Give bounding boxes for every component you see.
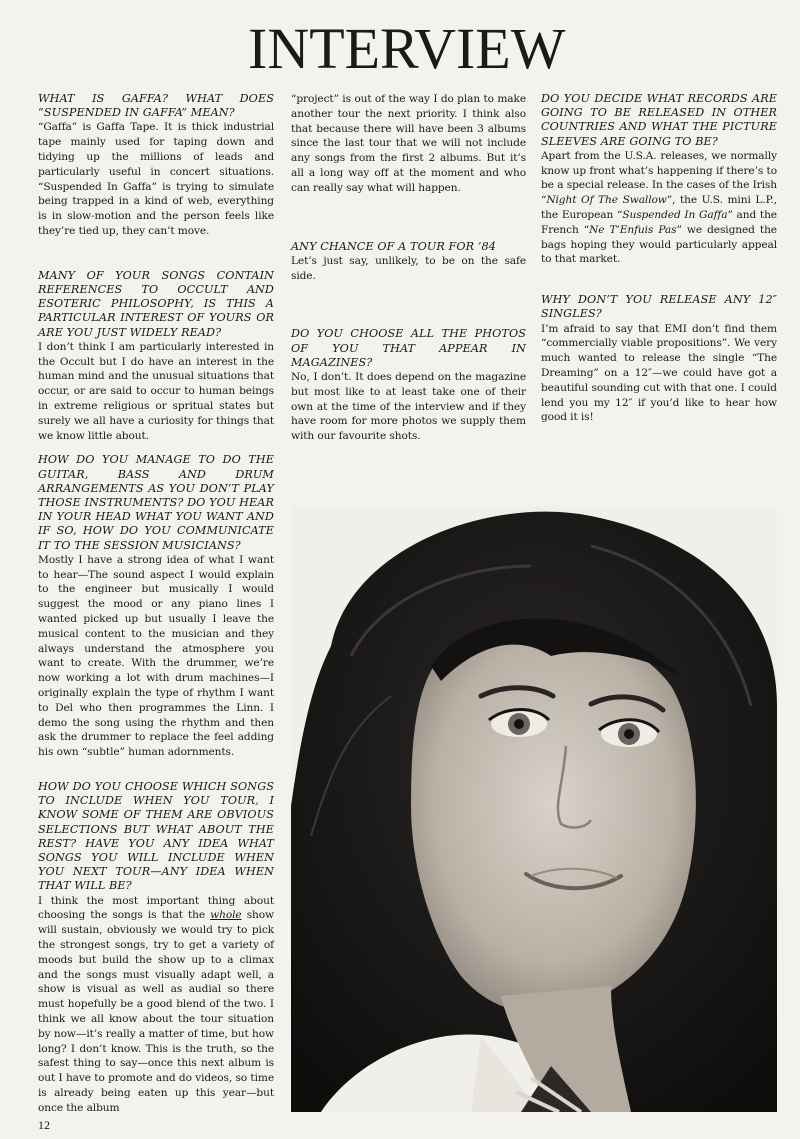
question: HOW DO YOU CHOOSE WHICH SONGS TO INCLUDE WHEN YOU TOUR, I KNOW SOME OF THEM ARE OBVIOUS SELECTIONS BUT WHAT ABOUT THE REST? HAVE YOU ANY IDEA WHAT SONGS YOU WILL INCLUDE WHEN YOU NEXT TOUR—ANY IDEA WHEN THAT WILL BE? (38, 780, 274, 893)
question: WHY DON’T YOU RELEASE ANY 12″ SINGLES? (541, 293, 777, 321)
answer-text: Apart from the U.S.A. releases, we normally know up front what’s happening if there’s to be a special release. In the cases of the Irish “ (541, 149, 777, 207)
column-right (541, 92, 777, 425)
qa-block (38, 453, 274, 760)
answer (38, 894, 274, 1116)
answer-text: ” and the French “ (541, 209, 777, 236)
answer: Let’s just say, unlikely, to be on the safe side. (291, 254, 526, 282)
qa-block (291, 92, 526, 196)
portrait-photo (291, 506, 777, 1112)
answer-title: Night Of The Swallow (546, 194, 667, 207)
qa-block (38, 269, 274, 444)
answer: No, I don’t. It does depend on the magazine but most like to at least take one of their own at the time of the interview and if they have room for more photos we supply them with our favourite shots. (291, 370, 526, 443)
answer: Mostly I have a strong idea of what I want to hear—The sound aspect I would explain to the engineer but musically I would suggest the mood or any piano lines I wanted picked up but usually I leave the musical content to the musician and they always understand the atmosphere you want to create. With the drummer, we’re now working a lot with drum machines—I originally explain the type of rhythm I want to Del who then programmes the Linn. I demo the song using the rhythm and then ask the drummer to replace the feel adding his own “subtle” human adornments. (38, 553, 274, 759)
question: MANY OF YOUR SONGS CONTAIN REFERENCES TO OCCULT AND ESOTERIC PHILOSOPHY, IS THIS A PARTICULAR INTEREST OF YOURS OR ARE YOU JUST WIDELY READ? (38, 268, 274, 339)
answer-text: ”, the U.S. mini L.P., the European “ (541, 194, 778, 221)
qa-block (38, 92, 274, 239)
page-number: 12 (38, 1118, 50, 1132)
answer-text: show will sustain, obviously we would try to pick the strongest songs, try to get a variety of moods but build the show up to a climax and the songs must visually adapt well, a show is visual as well as audial so there must hopefully be a good blend of the two. I think we all know about the tour situation by now—it’s really a matter of time, but how long? I don’t know. This is the truth, so the safest thing to say—once this next album is out I have to promote and do videos, so time is already being eaten up this year—but once the album (38, 909, 274, 1114)
qa-block (291, 240, 526, 284)
portrait-illustration (291, 506, 777, 1112)
answer: “Gaffa” is Gaffa Tape. It is thick industrial tape mainly used for taping down and tidying up the millions of leads and particularly useful in concert situations. “Suspended In Gaffa” is trying to simulate being trapped in a kind of web, everything is in slow-motion and the person feels like they’re tied up, they can’t move. (38, 121, 274, 237)
page-title: INTERVIEW (248, 16, 566, 81)
qa-block (38, 780, 274, 1116)
column-left-lower (38, 780, 274, 1116)
qa-block (291, 327, 526, 444)
question: DO YOU CHOOSE ALL THE PHOTOS OF YOU THAT APPEAR IN MAGAZINES? (291, 327, 526, 369)
answer-title: Suspended In Gaffa (622, 209, 728, 221)
question: HOW DO YOU MANAGE TO DO THE GUITAR, BASS AND DRUM ARRANGEMENTS AS YOU DON’T PLAY THOSE INSTRUMENTS? DO YOU HEAR IN YOUR HEAD WHAT YOU WANT AND IF SO, HOW DO YOU COMMUNICATE IT TO THE SESSION MUSICIANS? (38, 453, 274, 552)
answer: I’m afraid to say that EMI don’t find them “commercially viable propositions”. We very much wanted to release the single “The Dreaming” on a 12″—we could have got a beautiful sounding cut with that one. I could lend you my 12″ if you’d like to hear how good it is! (541, 322, 777, 424)
question: DO YOU DECIDE WHAT RECORDS ARE GOING TO BE RELEASED IN OTHER COUNTRIES AND WHAT THE PICTURE SLEEVES ARE GOING TO BE? (541, 92, 777, 148)
column-middle (291, 92, 526, 444)
answer: “project” is out of the way I do plan to make another tour the next priority. I think also that because there will have been 3 albums since the last tour that we will not include any songs from the first 2 albums. But it’s all a long way off at the moment and who can really say what will happen. (291, 93, 526, 194)
answer: I don’t think I am particularly interested in the Occult but I do have an interest in the human mind and the unusual situations that occur, or are said to occur to human beings in extreme religious or spritual states but surely we all have a curiosity for things that we know little about. (38, 340, 274, 442)
answer-title: Ne T’Enfuis Pas (589, 223, 677, 236)
answer-text: ” we designed the bags hoping they would particularly appeal to that market. (541, 223, 777, 266)
qa-block (541, 92, 777, 267)
answer-emphasis: whole (210, 909, 242, 922)
answer (541, 149, 777, 267)
answer-text: I think the most important thing about choosing the songs is that the (38, 894, 274, 922)
question: ANY CHANCE OF A TOUR FOR ’84 (291, 239, 496, 253)
column-left (38, 92, 274, 760)
qa-block (541, 293, 777, 425)
question: WHAT IS GAFFA? WHAT DOES “SUSPENDED IN GAFFA” MEAN? (38, 92, 274, 120)
